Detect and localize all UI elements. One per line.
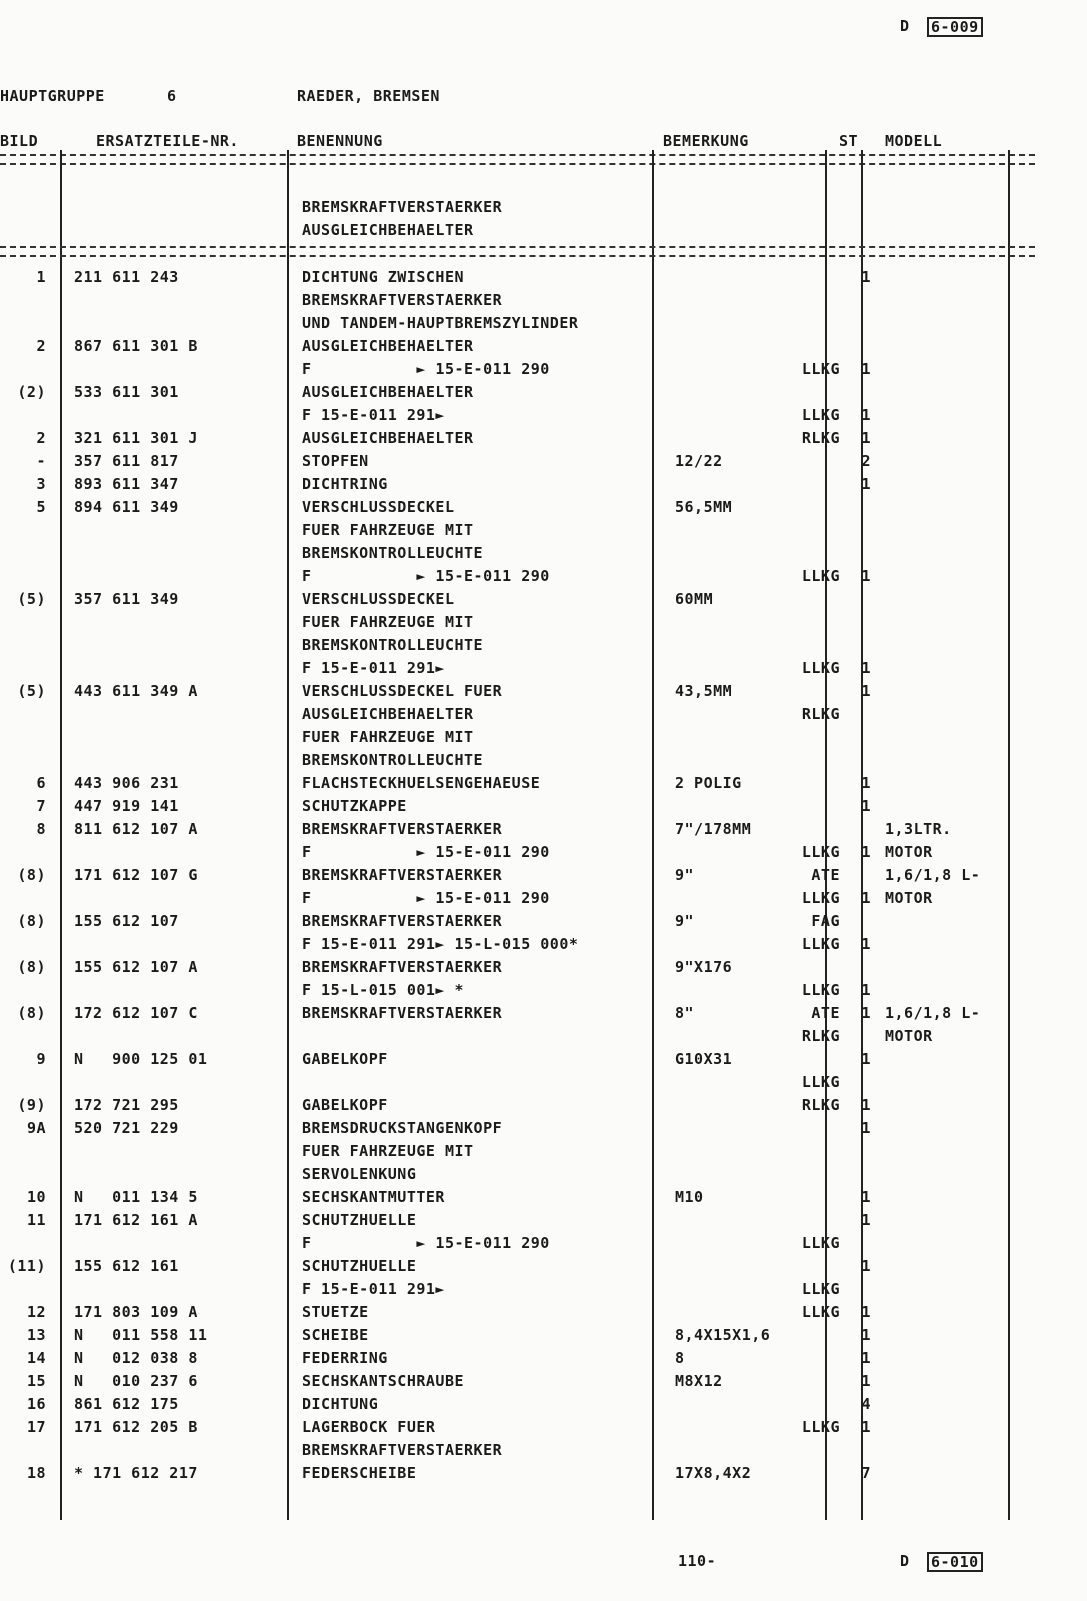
section-title-line-1: BREMSKRAFTVERSTAERKER	[302, 198, 503, 216]
row-bild: 15	[26, 1372, 46, 1390]
row-part-number: N 011 558 11	[74, 1326, 208, 1344]
row-description: STOPFEN	[302, 452, 369, 470]
row-quantity: 1	[861, 1418, 871, 1436]
table-row	[0, 496, 1035, 519]
row-description: VERSCHLUSSDECKEL	[302, 590, 455, 608]
row-bild: 14	[26, 1349, 46, 1367]
row-bild: (5)	[17, 590, 46, 608]
table-row	[0, 979, 1035, 1002]
row-code: RLKG	[801, 1027, 840, 1045]
row-part-number: 894 611 349	[74, 498, 179, 516]
row-part-number: 171 612 161 A	[74, 1211, 198, 1229]
row-quantity: 1	[861, 981, 871, 999]
row-part-number: 171 803 109 A	[74, 1303, 198, 1321]
row-quantity: 1	[861, 1119, 871, 1137]
row-part-number: N 012 038 8	[74, 1349, 198, 1367]
row-code: LLKG	[801, 889, 840, 907]
row-part-number: 520 721 229	[74, 1119, 179, 1137]
table-row	[0, 956, 1035, 979]
row-bild: (8)	[17, 912, 46, 930]
row-remark: 9"	[675, 866, 695, 884]
row-quantity: 1	[861, 797, 871, 815]
table-row	[0, 680, 1035, 703]
row-description: BREMSKRAFTVERSTAERKER	[302, 1441, 503, 1459]
table-row	[0, 749, 1035, 772]
row-remark: 56,5MM	[675, 498, 733, 516]
row-bild: (2)	[17, 383, 46, 401]
table-row	[0, 841, 1035, 864]
row-description: FEDERSCHEIBE	[302, 1464, 417, 1482]
row-remark: 9"X176	[675, 958, 733, 976]
table-row	[0, 588, 1035, 611]
row-part-number: 321 611 301 J	[74, 429, 198, 447]
page-number: 110-	[678, 1552, 717, 1570]
row-part-number: N 011 134 5	[74, 1188, 198, 1206]
table-row	[0, 1048, 1035, 1071]
row-description: BREMSKONTROLLEUCHTE	[302, 544, 484, 562]
row-code: LLKG	[801, 659, 840, 677]
row-code: FAG	[811, 912, 840, 930]
next-page-prefix: D	[900, 1552, 910, 1570]
row-description: F 15-E-011 291►	[302, 406, 445, 424]
row-model: MOTOR	[885, 1027, 933, 1045]
row-quantity: 1	[861, 1004, 871, 1022]
row-description: FUER FAHRZEUGE MIT	[302, 728, 474, 746]
row-description: BREMSKRAFTVERSTAERKER	[302, 958, 503, 976]
row-description: F ► 15-E-011 290	[302, 843, 550, 861]
page-ref: 6-009	[927, 17, 983, 37]
row-part-number: 171 612 205 B	[74, 1418, 198, 1436]
row-description: BREMSKONTROLLEUCHTE	[302, 636, 484, 654]
row-bild: 7	[36, 797, 46, 815]
row-quantity: 1	[861, 567, 871, 585]
row-quantity: 1	[861, 1372, 871, 1390]
page-prefix: D	[900, 17, 910, 35]
table-row	[0, 358, 1035, 381]
row-code: LLKG	[801, 1073, 840, 1091]
row-bild: (5)	[17, 682, 46, 700]
row-remark: 12/22	[675, 452, 723, 470]
row-description: LAGERBOCK FUER	[302, 1418, 436, 1436]
row-code: LLKG	[801, 406, 840, 424]
row-description: BREMSKRAFTVERSTAERKER	[302, 866, 503, 884]
row-code: LLKG	[801, 1234, 840, 1252]
row-part-number: 155 612 107	[74, 912, 179, 930]
row-bild: 1	[36, 268, 46, 286]
row-quantity: 1	[861, 406, 871, 424]
row-description: VERSCHLUSSDECKEL	[302, 498, 455, 516]
table-row	[0, 1209, 1035, 1232]
row-quantity: 1	[861, 268, 871, 286]
row-code: LLKG	[801, 360, 840, 378]
row-description: F 15-E-011 291► 15-L-015 000*	[302, 935, 579, 953]
row-bild: 12	[26, 1303, 46, 1321]
row-description: FUER FAHRZEUGE MIT	[302, 521, 474, 539]
table-row	[0, 519, 1035, 542]
row-part-number: 811 612 107 A	[74, 820, 198, 838]
row-quantity: 2	[861, 452, 871, 470]
row-bild: 2	[36, 429, 46, 447]
table-row	[0, 1278, 1035, 1301]
table-row	[0, 1002, 1035, 1025]
row-remark: 2 POLIG	[675, 774, 742, 792]
table-row	[0, 818, 1035, 841]
row-description: FUER FAHRZEUGE MIT	[302, 613, 474, 631]
row-remark: 8	[675, 1349, 685, 1367]
row-description: BREMSDRUCKSTANGENKOPF	[302, 1119, 503, 1137]
row-remark: M8X12	[675, 1372, 723, 1390]
col-header-name: BENENNUNG	[297, 132, 383, 150]
row-bild: -	[36, 452, 46, 470]
table-row	[0, 427, 1035, 450]
row-quantity: 1	[861, 935, 871, 953]
table-row	[0, 910, 1035, 933]
row-bild: 9A	[26, 1119, 46, 1137]
table-row	[0, 1117, 1035, 1140]
table-row	[0, 1347, 1035, 1370]
row-model: 1,6/1,8 L-	[885, 866, 981, 884]
row-model: MOTOR	[885, 889, 933, 907]
row-description: GABELKOPF	[302, 1096, 388, 1114]
table-row	[0, 772, 1035, 795]
row-part-number: 357 611 349	[74, 590, 179, 608]
row-description: SCHUTZHUELLE	[302, 1211, 417, 1229]
row-part-number: 893 611 347	[74, 475, 179, 493]
row-part-number: 211 611 243	[74, 268, 179, 286]
row-bild: 16	[26, 1395, 46, 1413]
table-row	[0, 611, 1035, 634]
row-part-number: 172 612 107 C	[74, 1004, 198, 1022]
row-quantity: 1	[861, 682, 871, 700]
row-part-number: 172 721 295	[74, 1096, 179, 1114]
row-bild: 3	[36, 475, 46, 493]
row-part-number: N 900 125 01	[74, 1050, 208, 1068]
group-label: HAUPTGRUPPE	[0, 87, 105, 105]
section-separator	[0, 246, 1035, 257]
row-description: DICHTUNG	[302, 1395, 379, 1413]
row-remark: 8,4X15X1,6	[675, 1326, 771, 1344]
row-description: AUSGLEICHBEHAELTER	[302, 705, 474, 723]
row-part-number: 443 906 231	[74, 774, 179, 792]
row-description: SCHUTZKAPPE	[302, 797, 407, 815]
table-row	[0, 1324, 1035, 1347]
table-row	[0, 887, 1035, 910]
row-quantity: 1	[861, 1050, 871, 1068]
table-row	[0, 1140, 1035, 1163]
col-header-bild: BILD	[0, 132, 39, 150]
row-remark: M10	[675, 1188, 704, 1206]
row-bild: (11)	[7, 1257, 46, 1275]
table-row	[0, 1370, 1035, 1393]
row-bild: (8)	[17, 866, 46, 884]
row-part-number: 357 611 817	[74, 452, 179, 470]
row-remark: G10X31	[675, 1050, 733, 1068]
row-description: DICHTRING	[302, 475, 388, 493]
table-row	[0, 703, 1035, 726]
row-description: SERVOLENKUNG	[302, 1165, 417, 1183]
table-row	[0, 657, 1035, 680]
row-part-number: * 171 612 217	[74, 1464, 198, 1482]
table-row	[0, 1163, 1035, 1186]
row-part-number: 861 612 175	[74, 1395, 179, 1413]
table-row	[0, 1462, 1035, 1485]
row-description: STUETZE	[302, 1303, 369, 1321]
row-code: RLKG	[801, 1096, 840, 1114]
row-description: BREMSKRAFTVERSTAERKER	[302, 291, 503, 309]
table-row	[0, 726, 1035, 749]
row-code: LLKG	[801, 843, 840, 861]
row-code: LLKG	[801, 567, 840, 585]
row-description: F 15-E-011 291►	[302, 659, 445, 677]
table-row	[0, 864, 1035, 887]
table-row	[0, 565, 1035, 588]
row-description: UND TANDEM-HAUPTBREMSZYLINDER	[302, 314, 579, 332]
row-description: AUSGLEICHBEHAELTER	[302, 383, 474, 401]
row-quantity: 1	[861, 774, 871, 792]
row-bild: 13	[26, 1326, 46, 1344]
col-header-part: ERSATZTEILE-NR.	[96, 132, 239, 150]
row-quantity: 1	[861, 360, 871, 378]
table-row	[0, 1255, 1035, 1278]
row-bild: 17	[26, 1418, 46, 1436]
row-remark: 7"/178MM	[675, 820, 752, 838]
row-code: ATE	[811, 866, 840, 884]
row-part-number: 533 611 301	[74, 383, 179, 401]
table-row	[0, 335, 1035, 358]
row-quantity: 1	[861, 429, 871, 447]
table-row	[0, 1301, 1035, 1324]
row-description: FEDERRING	[302, 1349, 388, 1367]
table-row	[0, 1071, 1035, 1094]
row-description: DICHTUNG ZWISCHEN	[302, 268, 465, 286]
row-quantity: 1	[861, 475, 871, 493]
row-code: RLKG	[801, 429, 840, 447]
row-description: F ► 15-E-011 290	[302, 889, 550, 907]
row-description: GABELKOPF	[302, 1050, 388, 1068]
row-description: BREMSKRAFTVERSTAERKER	[302, 1004, 503, 1022]
row-code: LLKG	[801, 981, 840, 999]
table-row	[0, 1186, 1035, 1209]
row-description: AUSGLEICHBEHAELTER	[302, 429, 474, 447]
row-part-number: 443 611 349 A	[74, 682, 198, 700]
row-quantity: 1	[861, 1211, 871, 1229]
row-remark: 8"	[675, 1004, 695, 1022]
row-description: FUER FAHRZEUGE MIT	[302, 1142, 474, 1160]
row-description: F 15-L-015 001► *	[302, 981, 465, 999]
table-row	[0, 1025, 1035, 1048]
row-description: SCHUTZHUELLE	[302, 1257, 417, 1275]
col-header-st: ST	[839, 132, 859, 150]
row-part-number: N 010 237 6	[74, 1372, 198, 1390]
row-quantity: 4	[861, 1395, 871, 1413]
row-remark: 43,5MM	[675, 682, 733, 700]
row-quantity: 1	[861, 1326, 871, 1344]
row-model: MOTOR	[885, 843, 933, 861]
row-description: FLACHSTECKHUELSENGEHAEUSE	[302, 774, 541, 792]
row-quantity: 1	[861, 843, 871, 861]
row-remark: 60MM	[675, 590, 714, 608]
row-code: LLKG	[801, 935, 840, 953]
row-bild: 18	[26, 1464, 46, 1482]
row-model: 1,3LTR.	[885, 820, 952, 838]
next-page-ref: 6-010	[927, 1552, 983, 1572]
table-row	[0, 634, 1035, 657]
row-code: RLKG	[801, 705, 840, 723]
table-row	[0, 381, 1035, 404]
col-header-model: MODELL	[885, 132, 943, 150]
table-row	[0, 1232, 1035, 1255]
table-row	[0, 473, 1035, 496]
table-row	[0, 1094, 1035, 1117]
row-description: SCHEIBE	[302, 1326, 369, 1344]
row-description: SECHSKANTSCHRAUBE	[302, 1372, 465, 1390]
header-separator	[0, 154, 1035, 165]
row-description: F ► 15-E-011 290	[302, 360, 550, 378]
row-part-number: 171 612 107 G	[74, 866, 198, 884]
row-description: F ► 15-E-011 290	[302, 1234, 550, 1252]
row-part-number: 447 919 141	[74, 797, 179, 815]
row-part-number: 155 612 107 A	[74, 958, 198, 976]
table-row	[0, 289, 1035, 312]
row-model: 1,6/1,8 L-	[885, 1004, 981, 1022]
row-bild: 5	[36, 498, 46, 516]
row-quantity: 1	[861, 659, 871, 677]
row-part-number: 867 611 301 B	[74, 337, 198, 355]
row-bild: (8)	[17, 958, 46, 976]
section-title-line-2: AUSGLEICHBEHAELTER	[302, 221, 474, 239]
table-row	[0, 266, 1035, 289]
col-header-remark: BEMERKUNG	[663, 132, 749, 150]
table-row	[0, 404, 1035, 427]
table-row	[0, 1416, 1035, 1439]
row-quantity: 1	[861, 889, 871, 907]
row-quantity: 1	[861, 1349, 871, 1367]
row-bild: 11	[26, 1211, 46, 1229]
row-quantity: 1	[861, 1188, 871, 1206]
row-bild: 9	[36, 1050, 46, 1068]
row-remark: 9"	[675, 912, 695, 930]
row-part-number: 155 612 161	[74, 1257, 179, 1275]
row-quantity: 7	[861, 1464, 871, 1482]
row-description: F ► 15-E-011 290	[302, 567, 550, 585]
table-row	[0, 542, 1035, 565]
table-row	[0, 795, 1035, 818]
table-row	[0, 450, 1035, 473]
row-code: ATE	[811, 1004, 840, 1022]
group-title: RAEDER, BREMSEN	[297, 87, 440, 105]
row-bild: (8)	[17, 1004, 46, 1022]
row-description: BREMSKONTROLLEUCHTE	[302, 751, 484, 769]
row-description: F 15-E-011 291►	[302, 1280, 445, 1298]
row-quantity: 1	[861, 1303, 871, 1321]
row-description: VERSCHLUSSDECKEL FUER	[302, 682, 503, 700]
table-row	[0, 1439, 1035, 1462]
row-bild: 10	[26, 1188, 46, 1206]
row-description: BREMSKRAFTVERSTAERKER	[302, 820, 503, 838]
row-code: LLKG	[801, 1418, 840, 1436]
row-remark: 17X8,4X2	[675, 1464, 752, 1482]
row-quantity: 1	[861, 1257, 871, 1275]
row-bild: 6	[36, 774, 46, 792]
row-code: LLKG	[801, 1280, 840, 1298]
table-row	[0, 1393, 1035, 1416]
row-quantity: 1	[861, 1096, 871, 1114]
table-row	[0, 312, 1035, 335]
row-bild: (9)	[17, 1096, 46, 1114]
row-description: AUSGLEICHBEHAELTER	[302, 337, 474, 355]
row-description: SECHSKANTMUTTER	[302, 1188, 445, 1206]
row-bild: 8	[36, 820, 46, 838]
table-row	[0, 933, 1035, 956]
row-description: BREMSKRAFTVERSTAERKER	[302, 912, 503, 930]
row-bild: 2	[36, 337, 46, 355]
group-number: 6	[167, 87, 177, 105]
row-code: LLKG	[801, 1303, 840, 1321]
